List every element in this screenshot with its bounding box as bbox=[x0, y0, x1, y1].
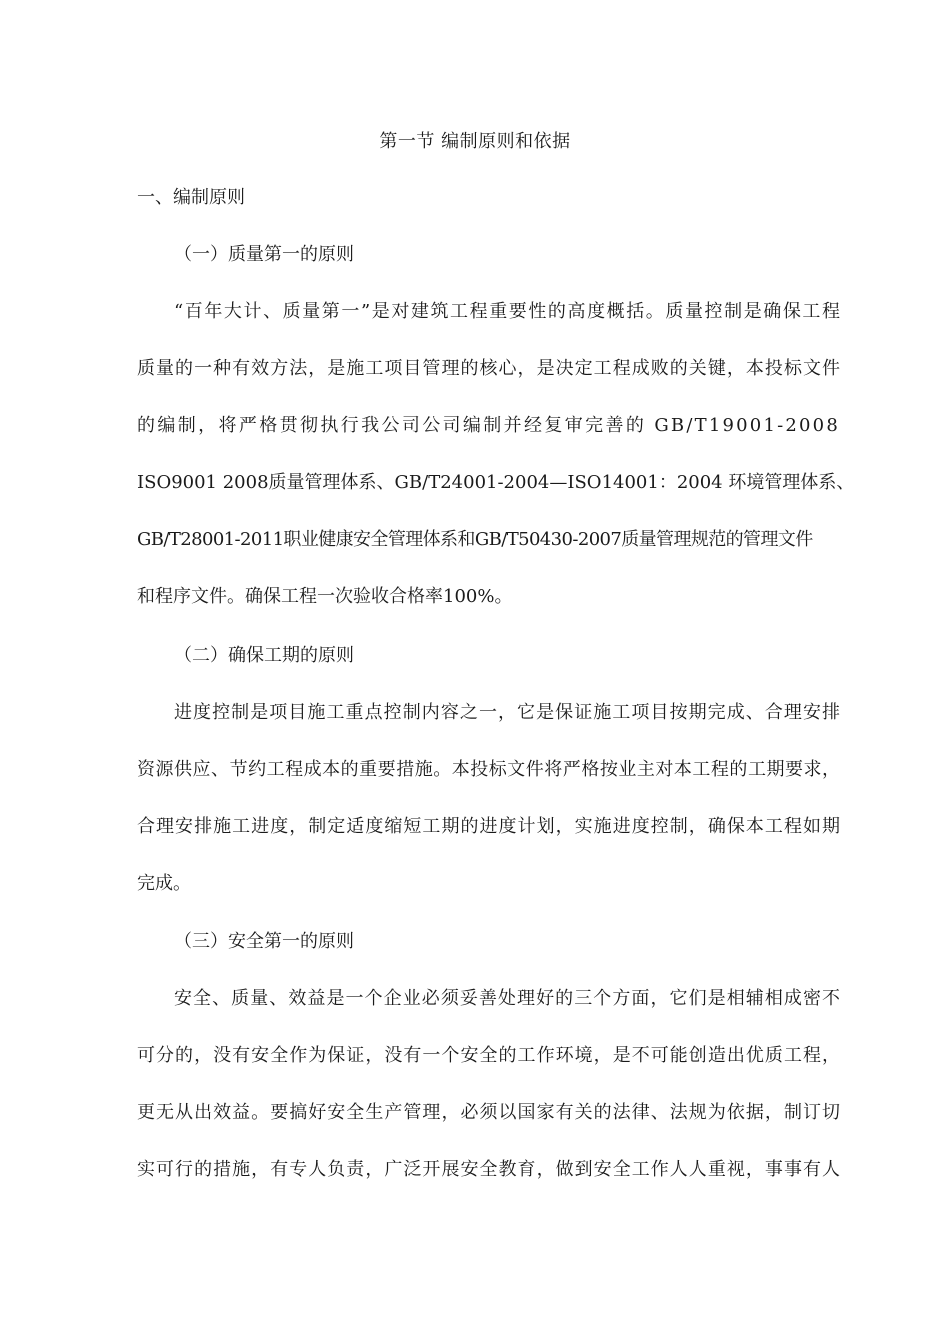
subsection-heading: （二）确保工期的原则 bbox=[174, 645, 354, 666]
paragraph-line: “百年大计、质量第一”是对建筑工程重要性的高度概括。质量控制是确保工程 bbox=[174, 301, 840, 322]
paragraph-line: ISO9001 2008质量管理体系、GB/T24001-2004—ISO14001：2004 环境管理体系、 bbox=[137, 472, 855, 493]
paragraph-line: 可分的，没有安全作为保证，没有一个安全的工作环境，是不可能创造出优质工程， bbox=[137, 1045, 840, 1066]
paragraph-line: 更无从出效益。要搞好安全生产管理，必须以国家有关的法律、法规为依据，制订切 bbox=[137, 1102, 840, 1123]
paragraph-line: 质量的一种有效方法，是施工项目管理的核心，是决定工程成败的关键，本投标文件 bbox=[137, 358, 840, 379]
section-heading: 一、编制原则 bbox=[137, 187, 245, 208]
paragraph-line: 实可行的措施，有专人负责，广泛开展安全教育，做到安全工作人人重视，事事有人 bbox=[137, 1159, 840, 1180]
subsection-heading: （一）质量第一的原则 bbox=[174, 244, 354, 265]
page-title: 第一节 编制原则和依据 bbox=[379, 131, 571, 152]
paragraph-line: 完成。 bbox=[137, 873, 191, 894]
paragraph-line: 资源供应、节约工程成本的重要措施。本投标文件将严格按业主对本工程的工期要求， bbox=[137, 759, 840, 780]
paragraph-line: 安全、质量、效益是一个企业必须妥善处理好的三个方面，它们是相辅相成密不 bbox=[174, 988, 840, 1009]
paragraph-line: 的编制，将严格贯彻执行我公司公司编制并经复审完善的 GB/T19001-2008 bbox=[137, 415, 840, 436]
paragraph-line: 进度控制是项目施工重点控制内容之一，它是保证施工项目按期完成、合理安排 bbox=[174, 702, 840, 723]
paragraph-line: 合理安排施工进度，制定适度缩短工期的进度计划，实施进度控制，确保本工程如期 bbox=[137, 816, 840, 837]
paragraph-line: 和程序文件。确保工程一次验收合格率100%。 bbox=[137, 586, 513, 607]
subsection-heading: （三）安全第一的原则 bbox=[174, 931, 354, 952]
paragraph-line: GB/T28001-2011职业健康安全管理体系和GB/T50430-2007质量管理规范的管理文件 bbox=[137, 529, 813, 550]
